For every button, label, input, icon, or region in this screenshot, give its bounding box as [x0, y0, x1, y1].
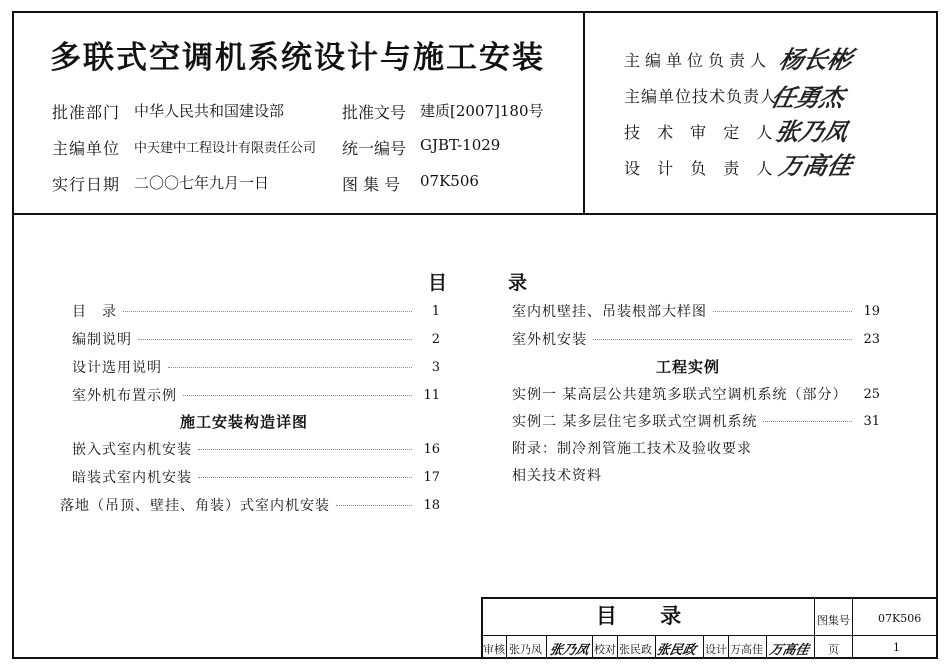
- title-block-vline: [592, 636, 593, 659]
- responsible-row: [624, 156, 778, 179]
- toc-entry[interactable]: [72, 438, 440, 460]
- toc-entry[interactable]: [512, 300, 880, 322]
- atlas-no-value: 07K506: [878, 612, 922, 625]
- toc-label: 室外机安装: [512, 332, 587, 348]
- toc-title-left: 目: [428, 272, 448, 294]
- toc-label: 附录：制冷剂管施工技术及验收要求: [512, 441, 752, 457]
- header-value-2: 建质[2007]180号: [420, 102, 544, 120]
- title-block-vline: [814, 597, 815, 659]
- responsible-row: [624, 84, 777, 107]
- toc-label: 实例二 某多层住宅多联式空调机系统: [512, 414, 758, 430]
- toc-label: 实例一 某高层公共建筑多联式空调机系统（部分）: [512, 387, 848, 403]
- toc-entry[interactable]: [60, 494, 440, 516]
- toc-page: 3: [431, 359, 440, 375]
- toc-label: 落地（吊顶、壁挂、角装）式室内机安装: [60, 498, 330, 514]
- leader-dots: [763, 421, 852, 422]
- header-row-editor: [52, 136, 120, 159]
- sheet-title: 目 录: [595, 604, 700, 628]
- title-block-vline: [617, 636, 618, 659]
- toc-entry[interactable]: [512, 464, 880, 486]
- toc-entry[interactable]: [512, 437, 880, 459]
- title-block-vline: [703, 636, 704, 659]
- header-divider: [12, 213, 938, 215]
- toc-label: 设计选用说明: [72, 360, 162, 376]
- responsible-label: 主编单位技术负责人: [624, 87, 778, 106]
- title-block-vline: [728, 636, 729, 659]
- toc-entry[interactable]: [512, 410, 880, 432]
- toc-label: 嵌入式室内机安装: [72, 442, 192, 458]
- title-block-vline: [506, 636, 507, 659]
- page-number: 1: [893, 641, 900, 654]
- header-vertical-divider: [583, 11, 585, 214]
- title-block-vline: [546, 636, 547, 659]
- toc-entry[interactable]: [512, 328, 880, 350]
- toc-entry[interactable]: [72, 328, 440, 350]
- header-row-effective-date: [52, 172, 120, 195]
- check-signature: 张民政: [654, 643, 698, 658]
- toc-label: 编制说明: [72, 332, 132, 348]
- responsible-row: [624, 48, 771, 71]
- leader-dots: [593, 339, 852, 340]
- check-name: 张民政: [619, 643, 652, 656]
- leader-dots: [198, 449, 412, 450]
- design-label: 设计: [705, 643, 727, 656]
- header-value-2: 07K506: [420, 172, 479, 190]
- toc-entry[interactable]: [72, 300, 440, 322]
- toc-page: 25: [863, 386, 880, 402]
- responsible-label: 设 计 负 责 人: [624, 159, 779, 178]
- leader-dots: [183, 395, 412, 396]
- leader-dots: [336, 505, 412, 506]
- toc-label: 相关技术资料: [512, 468, 602, 484]
- title-block-divider: [481, 635, 938, 636]
- toc-page: 17: [423, 469, 440, 485]
- design-name: 万高佳: [730, 643, 763, 656]
- responsible-label: 主编单位负责人: [624, 51, 772, 70]
- toc-page: 31: [863, 413, 880, 429]
- responsible-row: [624, 120, 778, 143]
- leader-dots: [123, 311, 412, 312]
- signature: 张乃凤: [772, 117, 851, 146]
- leader-dots: [713, 311, 852, 312]
- toc-page: 1: [431, 303, 440, 319]
- toc-entry[interactable]: [72, 466, 440, 488]
- toc-label: 室内机壁挂、吊装根部大样图: [512, 304, 707, 320]
- toc-label: 暗装式室内机安装: [72, 470, 192, 486]
- header-value: 中天建中工程设计有限责任公司: [134, 141, 317, 156]
- leader-dots: [198, 477, 412, 478]
- section-heading-install: 施工安装构造详图: [180, 413, 309, 431]
- design-signature: 万高佳: [767, 643, 811, 658]
- toc-title-right: 录: [508, 272, 528, 294]
- toc-entry[interactable]: [512, 383, 880, 405]
- signature: 杨长彬: [776, 45, 855, 74]
- header-value: 中华人民共和国建设部: [134, 102, 285, 120]
- header-label-2: 图 集 号: [342, 175, 401, 194]
- responsible-label: 技 术 审 定 人: [624, 123, 779, 142]
- section-heading-examples: 工程实例: [656, 358, 721, 376]
- review-signature: 张乃凤: [547, 643, 591, 658]
- header-label: 实行日期: [52, 175, 121, 194]
- header-value: 二〇〇七年九月一日: [134, 174, 270, 192]
- review-label: 审核: [483, 643, 505, 656]
- title-block-vline: [766, 636, 767, 659]
- review-name: 张乃凤: [509, 643, 542, 656]
- header-label: 主编单位: [52, 139, 121, 158]
- toc-page: 2: [431, 331, 440, 347]
- toc-entry[interactable]: [72, 384, 440, 406]
- leader-dots: [138, 339, 412, 340]
- toc-page: 16: [423, 441, 440, 457]
- header-label: 批准部门: [52, 103, 121, 122]
- header-value-2: GJBT-1029: [420, 136, 501, 154]
- page-label: 页: [828, 643, 839, 656]
- atlas-title: 多联式空调机系统设计与施工安装: [50, 40, 545, 76]
- leader-dots: [168, 367, 412, 368]
- toc-page: 19: [863, 303, 880, 319]
- toc-entry[interactable]: [72, 356, 440, 378]
- toc-page: 23: [863, 331, 880, 347]
- header-label-2: 批准文号: [342, 103, 407, 122]
- check-label: 校对: [594, 643, 616, 656]
- toc-page: 18: [423, 497, 440, 513]
- signature: 任勇杰: [768, 83, 847, 112]
- toc-label: 室外机布置示例: [72, 388, 177, 404]
- header-label-2: 统一编号: [342, 139, 407, 158]
- toc-page: 11: [423, 387, 440, 403]
- toc-label: 目 录: [72, 304, 117, 320]
- atlas-no-label: 图集号: [817, 614, 850, 627]
- header-row-approval-dept: [52, 100, 120, 123]
- title-block-vline: [852, 597, 853, 659]
- signature: 万高佳: [776, 151, 855, 180]
